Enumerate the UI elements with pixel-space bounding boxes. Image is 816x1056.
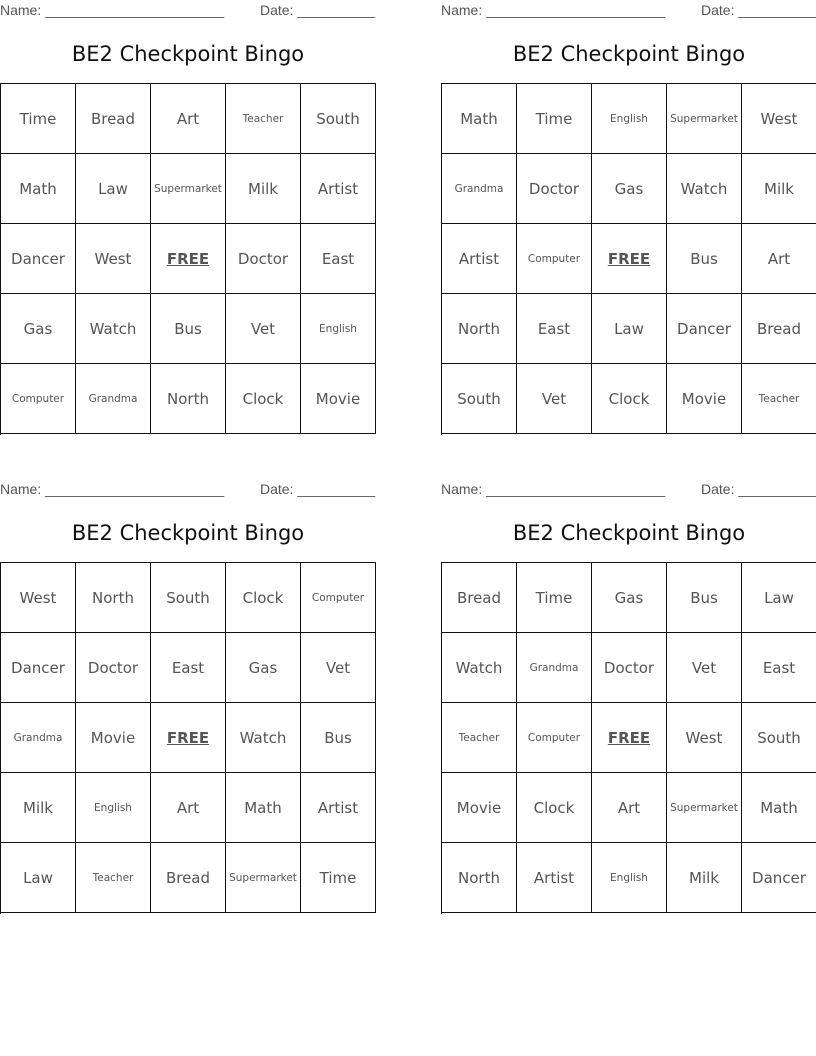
bingo-cell: Bread: [151, 843, 226, 913]
bingo-cell: Supermarket: [667, 84, 742, 154]
bingo-cell: Bread: [742, 294, 816, 364]
bingo-cell: West: [742, 84, 816, 154]
bingo-cell: Doctor: [592, 633, 667, 703]
bingo-cell: Dancer: [742, 843, 816, 913]
bingo-cell: Dancer: [1, 224, 76, 294]
bingo-cell: Milk: [742, 154, 816, 224]
date-line: Date: __________: [701, 481, 816, 497]
free-space-cell: FREE: [592, 224, 667, 294]
bingo-cell: Movie: [667, 364, 742, 434]
bingo-cell: Gas: [592, 563, 667, 633]
bingo-cell: Doctor: [226, 224, 301, 294]
bingo-cell: Clock: [226, 364, 301, 434]
bingo-cell: Doctor: [76, 633, 151, 703]
bingo-cell: Dancer: [667, 294, 742, 364]
bingo-cell: Time: [517, 84, 592, 154]
bingo-cell: Teacher: [742, 364, 816, 434]
bingo-cell: Clock: [517, 773, 592, 843]
bingo-cell: South: [151, 563, 226, 633]
bingo-cell: Gas: [1, 294, 76, 364]
bingo-cell: North: [442, 843, 517, 913]
bingo-cell: East: [151, 633, 226, 703]
bingo-cell: Supermarket: [151, 154, 226, 224]
bingo-cell: Artist: [301, 773, 376, 843]
bingo-cell: Artist: [442, 224, 517, 294]
bingo-cell: Movie: [301, 364, 376, 434]
bingo-cell: Time: [1, 84, 76, 154]
free-space-cell: FREE: [151, 224, 226, 294]
bingo-grid: [441, 562, 816, 914]
bingo-cell: Grandma: [76, 364, 151, 434]
date-line: Date: __________: [701, 2, 816, 18]
bingo-cell: Math: [1, 154, 76, 224]
bingo-cell: Art: [742, 224, 816, 294]
bingo-cell: Law: [742, 563, 816, 633]
bingo-cell: Gas: [226, 633, 301, 703]
bingo-cell: Movie: [76, 703, 151, 773]
bingo-cell: Teacher: [442, 703, 517, 773]
bingo-cell: South: [442, 364, 517, 434]
bingo-cell: Math: [442, 84, 517, 154]
name-line: Name: _______________________: [441, 481, 666, 497]
bingo-cell: East: [742, 633, 816, 703]
bingo-cell: Grandma: [1, 703, 76, 773]
card-title: BE2 Checkpoint Bingo: [71, 521, 305, 545]
bingo-cell: Bus: [151, 294, 226, 364]
bingo-cell: Vet: [301, 633, 376, 703]
bingo-cell: Grandma: [442, 154, 517, 224]
date-line: Date: __________: [260, 481, 376, 497]
bingo-grid: [0, 83, 376, 435]
bingo-cell: English: [76, 773, 151, 843]
bingo-cell: Watch: [76, 294, 151, 364]
bingo-cell: Supermarket: [667, 773, 742, 843]
bingo-cell: Milk: [1, 773, 76, 843]
bingo-cell: Clock: [592, 364, 667, 434]
card-title: BE2 Checkpoint Bingo: [71, 42, 305, 66]
bingo-cell: Computer: [1, 364, 76, 434]
bingo-cell: North: [76, 563, 151, 633]
bingo-cell: Watch: [442, 633, 517, 703]
bingo-cell: Milk: [226, 154, 301, 224]
bingo-cell: Vet: [226, 294, 301, 364]
bingo-cell: Grandma: [517, 633, 592, 703]
bingo-cell: South: [301, 84, 376, 154]
bingo-cell: Bread: [76, 84, 151, 154]
bingo-cell: Vet: [667, 633, 742, 703]
bingo-cell: West: [667, 703, 742, 773]
bingo-cell: Math: [226, 773, 301, 843]
bingo-cell: Doctor: [517, 154, 592, 224]
bingo-cell: Time: [517, 563, 592, 633]
bingo-cell: Art: [592, 773, 667, 843]
card-title: BE2 Checkpoint Bingo: [512, 521, 746, 545]
bingo-cell: Bread: [442, 563, 517, 633]
bingo-card-2: [441, 0, 816, 440]
bingo-cell: Computer: [301, 563, 376, 633]
bingo-cell: East: [301, 224, 376, 294]
bingo-cell: English: [301, 294, 376, 364]
bingo-cell: Bus: [301, 703, 376, 773]
bingo-cell: Movie: [442, 773, 517, 843]
card-title: BE2 Checkpoint Bingo: [512, 42, 746, 66]
bingo-cell: North: [442, 294, 517, 364]
bingo-grid: [0, 562, 376, 914]
bingo-cell: South: [742, 703, 816, 773]
bingo-card-4: [441, 479, 816, 919]
bingo-cell: Law: [76, 154, 151, 224]
bingo-cell: East: [517, 294, 592, 364]
bingo-cell: Clock: [226, 563, 301, 633]
bingo-cell: Milk: [667, 843, 742, 913]
bingo-cell: Law: [1, 843, 76, 913]
name-line: Name: _______________________: [0, 481, 225, 497]
free-space-cell: FREE: [592, 703, 667, 773]
bingo-cell: West: [1, 563, 76, 633]
bingo-cell: Artist: [517, 843, 592, 913]
name-line: Name: _______________________: [441, 2, 666, 18]
bingo-cell: Computer: [517, 224, 592, 294]
bingo-cell: Computer: [517, 703, 592, 773]
bingo-card-1: [0, 0, 376, 440]
bingo-grid: [441, 83, 816, 435]
date-line: Date: __________: [260, 2, 376, 18]
bingo-cell: West: [76, 224, 151, 294]
bingo-cell: Teacher: [76, 843, 151, 913]
bingo-cell: Art: [151, 84, 226, 154]
bingo-cell: Art: [151, 773, 226, 843]
bingo-cell: English: [592, 84, 667, 154]
free-space-cell: FREE: [151, 703, 226, 773]
bingo-cell: Dancer: [1, 633, 76, 703]
bingo-cell: Vet: [517, 364, 592, 434]
bingo-cell: Artist: [301, 154, 376, 224]
bingo-cell: Math: [742, 773, 816, 843]
bingo-card-3: [0, 479, 376, 919]
bingo-cell: Bus: [667, 563, 742, 633]
bingo-cell: North: [151, 364, 226, 434]
bingo-cell: Gas: [592, 154, 667, 224]
bingo-cell: Bus: [667, 224, 742, 294]
bingo-cell: Time: [301, 843, 376, 913]
bingo-cell: English: [592, 843, 667, 913]
bingo-cell: Teacher: [226, 84, 301, 154]
bingo-cell: Watch: [226, 703, 301, 773]
name-line: Name: _______________________: [0, 2, 225, 18]
bingo-cell: Law: [592, 294, 667, 364]
bingo-cell: Supermarket: [226, 843, 301, 913]
bingo-cell: Watch: [667, 154, 742, 224]
